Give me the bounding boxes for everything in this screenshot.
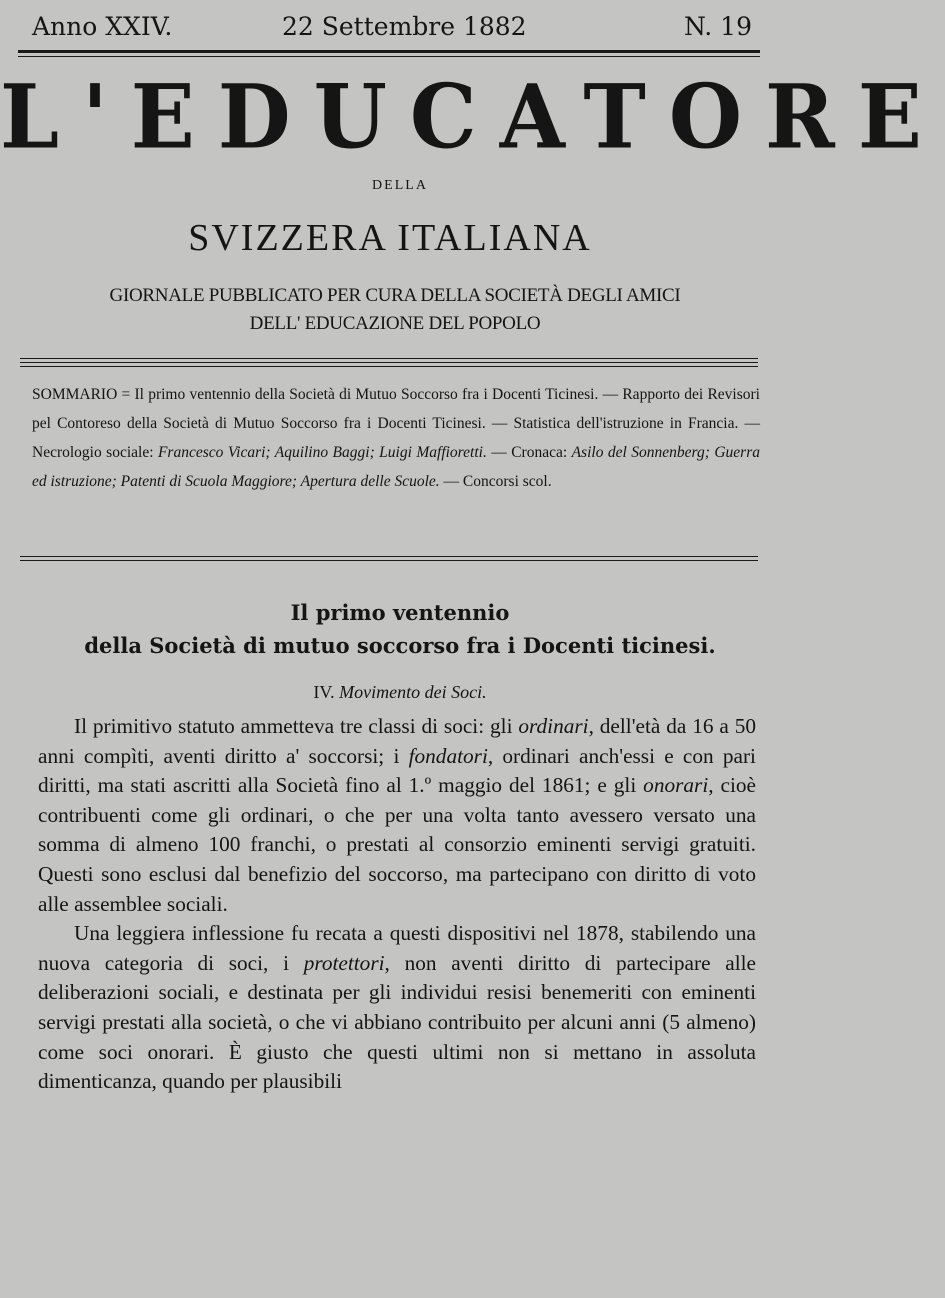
p2-protettori: protettori [303, 950, 385, 975]
paragraph-1 [38, 712, 756, 919]
p1-onorari: onorari [643, 773, 709, 798]
p2-text-b: , non aventi diritto di partecipare alle deliberazioni sociali, e destinata per gli individui resisi benemeriti con eminenti servigi prestati alla società, o che vi abbiano contribuito per alcuni anni (5 almeno) come soci onorari. È giusto che questi ultimi non si mettano in assoluta dimenticanza, quando per plausibili [38, 950, 756, 1094]
sommario-text-1: = Il primo ventennio della Società di Mutuo Soccorso fra i Docenti Ticinesi. — Rapporto dei Revisori pel Contoreso della Società di Mutuo Soccorso fra i Docenti Ticinesi. — Statistica dell'istruzione in Francia. — Necrologio sociale: [32, 386, 760, 461]
article-title-line1: Il primo ventennio [290, 600, 510, 625]
masthead-della: DELLA [372, 178, 428, 193]
sommario-bottom-rule-1 [20, 556, 758, 557]
p1-ordinari: ordinari [518, 714, 589, 738]
sommario-bottom-rule-2 [20, 560, 758, 561]
sommario-top-rule-2 [20, 362, 758, 363]
issue-year: Anno XXIV. [32, 12, 173, 41]
sommario-top-rule-3 [20, 366, 758, 367]
header-rule-thin [18, 56, 760, 57]
masthead-giornale-line1: GIORNALE PUBBLICATO PER CURA DELLA SOCIETÀ DEGLI AMICI [109, 285, 681, 306]
issue-date: 22 Settembre 1882 [282, 12, 527, 41]
sommario-top-rule-1 [20, 358, 758, 359]
sommario-text-2: — Cronaca: [486, 444, 572, 461]
section-number: IV. [313, 682, 335, 702]
p1-text-b: , dell'età da 16 a 50 anni compìti, aventi diritto a' soccorsi; i [38, 714, 756, 768]
issue-number: N. 19 [684, 12, 752, 41]
p1-text-a: Il primitivo statuto ammetteva tre classi di soci: gli [74, 714, 519, 738]
p1-text-d: , cioè contribuenti come gli ordinari, o che per una volta tanto avessero versato una somma di almeno 100 franchi, o prestati al consorzio eminenti servigi gratuiti. Questi sono esclusi dal benefizio del soccorso, ma partecipano con diritto di voto alle assemblee sociali. [38, 773, 756, 916]
p2-text-a: Una leggiera inflessione fu recata a questi dispositivi nel 1878, stabilendo una nuova categoria di soci, i [38, 921, 756, 975]
masthead-subtitle: SVIZZERA ITALIANA [188, 217, 592, 259]
section-title: Movimento dei Soci. [339, 682, 487, 702]
header-rule-thick [18, 50, 760, 53]
masthead-giornale-line2: DELL' EDUCAZIONE DEL POPOLO [249, 313, 541, 334]
sommario-block [32, 380, 760, 496]
section-heading [0, 682, 800, 703]
sommario-text-3: — Concorsi scol. [439, 473, 552, 490]
sommario-necrologio: Francesco Vicari; Aquilino Baggi; Luigi Maffioretti. [157, 444, 487, 461]
masthead-title: L'EDUCATORE [0, 64, 945, 169]
p1-text-c: , ordinari anch'essi e con pari diritti, ma stati ascritti alla Società fino al 1.º maggio del 1861; e gli [38, 743, 756, 798]
issue-header [32, 12, 752, 46]
paragraph-2 [38, 919, 756, 1097]
p1-fondatori: fondatori [408, 743, 488, 768]
sommario-label: SOMMARIO [32, 386, 118, 403]
article-body [38, 712, 756, 1097]
article-title-line2: della Società di mutuo soccorso fra i Docenti ticinesi. [84, 633, 716, 658]
sommario-cronaca: Asilo del Sonnenberg; Guerra ed istruzione; Patenti di Scuola Maggiore; Apertura delle Scuole. [32, 444, 760, 490]
